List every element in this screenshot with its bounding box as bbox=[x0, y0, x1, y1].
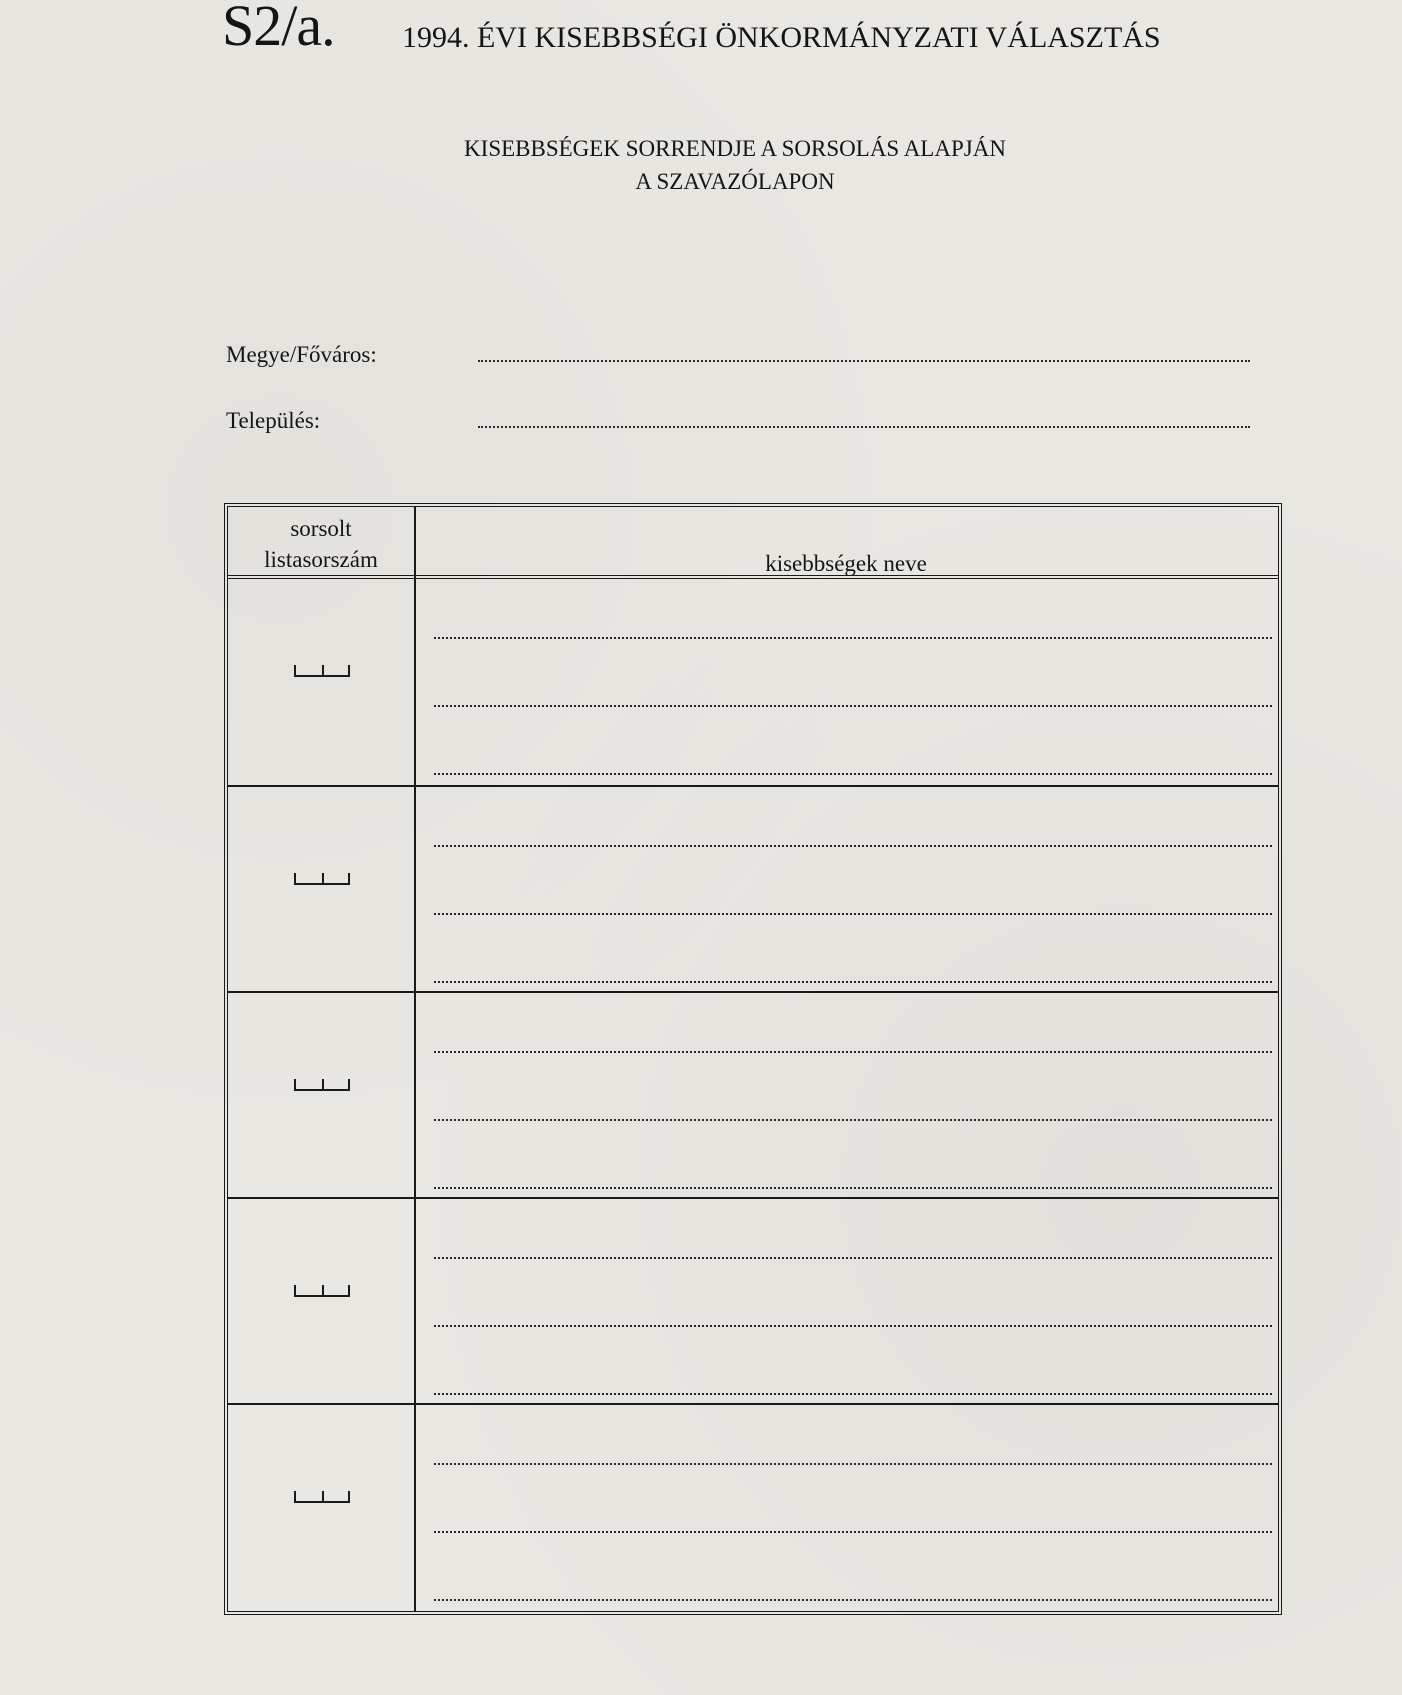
table-row bbox=[228, 785, 1278, 991]
minority-name-line[interactable] bbox=[434, 913, 1272, 915]
table-row bbox=[228, 991, 1278, 1197]
header-list-number-line2: listasorszám bbox=[264, 547, 378, 572]
minority-order-table bbox=[224, 503, 1282, 1615]
county-label: Megye/Főváros: bbox=[226, 342, 377, 367]
table-row bbox=[228, 1403, 1278, 1609]
header-minority-names: kisebbségek neve bbox=[765, 551, 927, 576]
table-row bbox=[228, 579, 1278, 785]
minority-name-line[interactable] bbox=[434, 845, 1272, 847]
settlement-label: Település: bbox=[226, 408, 321, 433]
minority-name-line[interactable] bbox=[434, 637, 1272, 639]
minority-name-line[interactable] bbox=[434, 705, 1272, 707]
header-list-number bbox=[228, 513, 414, 575]
minority-name-line[interactable] bbox=[434, 1119, 1272, 1121]
table-row bbox=[228, 1197, 1278, 1403]
minority-name-line[interactable] bbox=[434, 773, 1272, 775]
list-number-box[interactable] bbox=[294, 873, 350, 885]
settlement-field[interactable] bbox=[478, 426, 1250, 428]
minority-name-line[interactable] bbox=[434, 1393, 1272, 1395]
form-code: S2/a. bbox=[222, 0, 335, 58]
table-header bbox=[228, 507, 1278, 579]
minority-name-line[interactable] bbox=[434, 1257, 1272, 1259]
header-list-number-line1: sorsolt bbox=[290, 516, 352, 541]
county-field[interactable] bbox=[478, 360, 1250, 362]
form-subtitle-line1: KISEBBSÉGEK SORRENDJE A SORSOLÁS ALAPJÁN bbox=[464, 136, 1006, 161]
minority-name-line[interactable] bbox=[434, 1463, 1272, 1465]
form-subtitle-line2: A SZAVAZÓLAPON bbox=[635, 169, 835, 194]
minority-name-line[interactable] bbox=[434, 1051, 1272, 1053]
list-number-box[interactable] bbox=[294, 1079, 350, 1091]
minority-name-line[interactable] bbox=[434, 1531, 1272, 1533]
list-number-box[interactable] bbox=[294, 665, 350, 677]
minority-name-line[interactable] bbox=[434, 981, 1272, 983]
minority-name-line[interactable] bbox=[434, 1599, 1272, 1601]
form-title: 1994. ÉVI KISEBBSÉGI ÖNKORMÁNYZATI VÁLASZTÁS bbox=[402, 21, 1161, 54]
list-number-box[interactable] bbox=[294, 1491, 350, 1503]
minority-name-line[interactable] bbox=[434, 1187, 1272, 1189]
list-number-box[interactable] bbox=[294, 1285, 350, 1297]
minority-name-line[interactable] bbox=[434, 1325, 1272, 1327]
